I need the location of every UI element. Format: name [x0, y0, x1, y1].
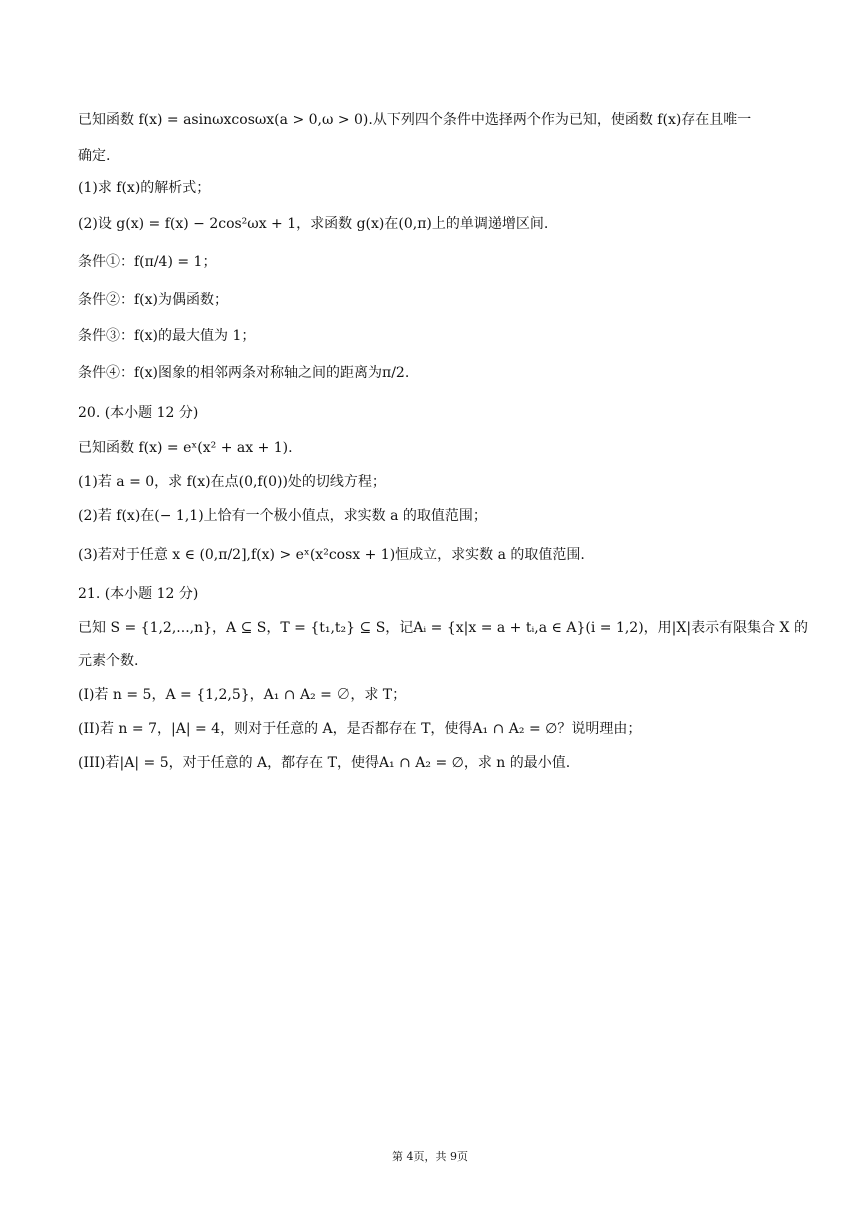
problem20-part2: (2)若 f(x)在(− 1,1)上恰有一个极小值点，求实数 a 的取值范围； — [78, 508, 487, 524]
problem20-part3: (3)若对于任意 x ∈ (0,π/2],f(x) > eˣ(x²cosx + 1)恒成立，求实数 a 的取值范围. — [78, 547, 585, 563]
problem19-condition1: 条件①：f(π/4) = 1； — [78, 254, 217, 270]
problem19-part1: (1)求 f(x)的解析式； — [78, 180, 211, 196]
problem21-header: 21. (本小题 12 分) — [78, 586, 199, 602]
problem21-part2: (II)若 n = 7，|A| = 4，则对于任意的 A，是否都存在 T，使得A₁ ∩ A₂ = ∅？说明理由； — [78, 721, 642, 737]
problem20-part1: (1)若 a = 0，求 f(x)在点(0,f(0))处的切线方程； — [78, 474, 386, 490]
problem19-part2: (2)设 g(x) = f(x) − 2cos²ωx + 1，求函数 g(x)在(0,π)上的单调递增区间. — [78, 216, 549, 232]
problem19-condition2: 条件②：f(x)为偶函数； — [78, 292, 229, 308]
problem19-intro-line2: 确定. — [78, 148, 111, 164]
problem20-intro: 已知函数 f(x) = eˣ(x² + ax + 1). — [78, 440, 293, 456]
problem20-header: 20. (本小题 12 分) — [78, 405, 199, 421]
problem21-part3: (III)若|A| = 5，对于任意的 A，都存在 T，使得A₁ ∩ A₂ = ∅，求 n 的最小值. — [78, 755, 571, 771]
problem19-condition4: 条件④：f(x)图象的相邻两条对称轴之间的距离为π/2. — [78, 365, 410, 381]
problem19-intro-line1: 已知函数 f(x) = asinωxcosωx(a > 0,ω > 0).从下列四个条件中选择两个作为已知，使函数 f(x)存在且唯一 — [78, 112, 752, 128]
problem19-condition3: 条件③：f(x)的最大值为 1； — [78, 328, 256, 344]
problem21-intro-line1: 已知 S = {1,2,...,n}，A ⊆ S，T = {t₁,t₂} ⊆ S，记Aᵢ = {x|x = a + tᵢ,a ∈ A}(i = 1,2)，用|X|表示有限集合 X 的 — [78, 620, 808, 636]
page-number-footer: 第 4页，共 9页 — [392, 1150, 468, 1163]
problem21-intro-line2: 元素个数. — [78, 653, 139, 669]
problem21-part1: (I)若 n = 5，A = {1,2,5}，A₁ ∩ A₂ = ∅，求 T； — [78, 687, 407, 703]
